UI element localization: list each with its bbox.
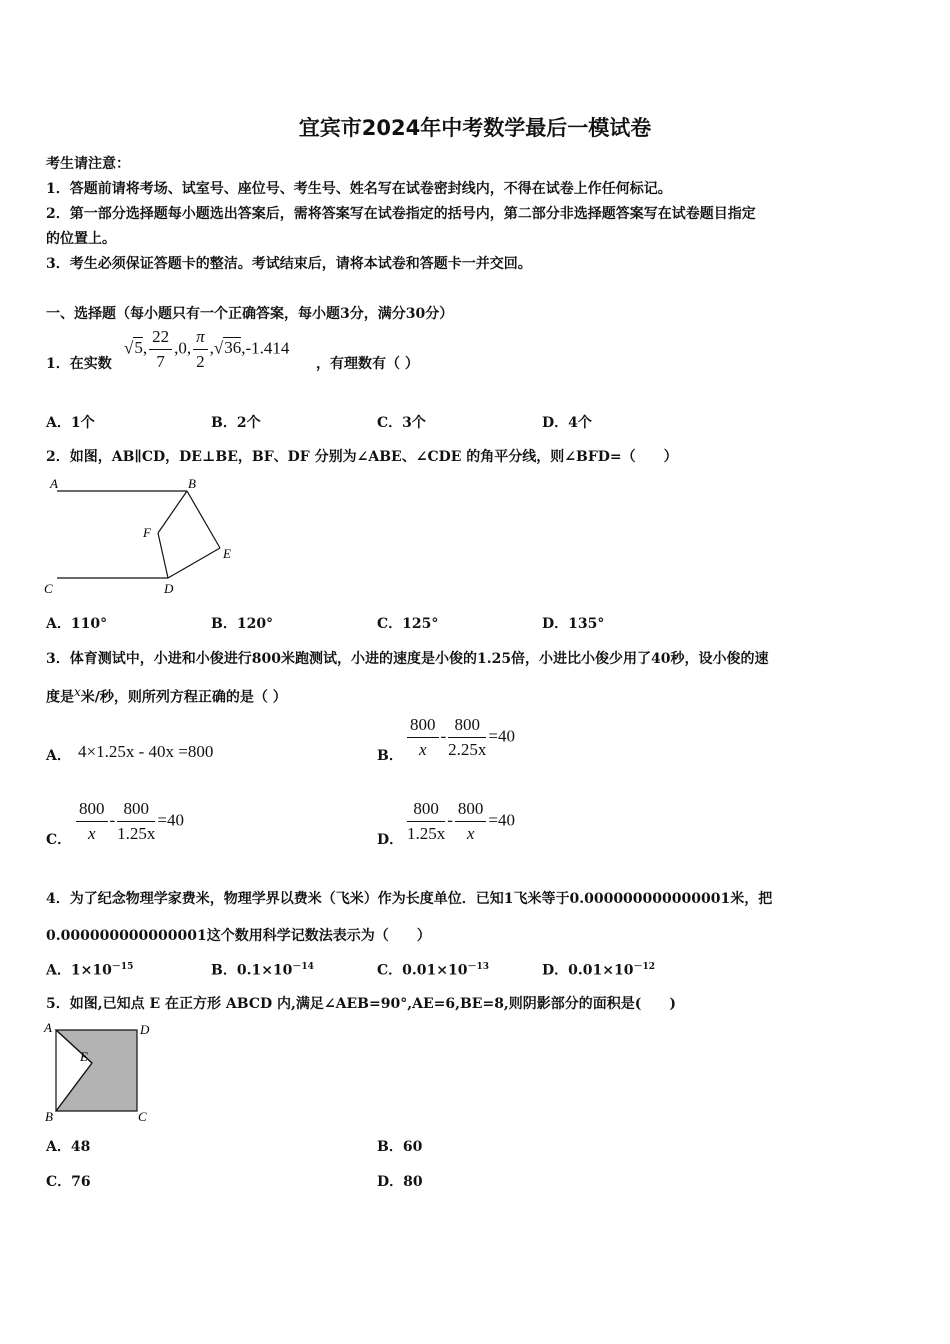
section-heading: 一、选择题（每小题只有一个正确答案，每小题3分，满分30分） [46, 306, 454, 322]
label-c: C [44, 581, 53, 596]
q3c-rhs: =40 [157, 810, 185, 830]
q1-option-a: A．1个 [46, 415, 95, 431]
q3d-den2: x [466, 824, 475, 843]
label-c: C [138, 1109, 147, 1124]
q4-line2: 0.000000000000001这个数用科学记数法表示为（ ） [46, 928, 431, 944]
q3-line2 [46, 685, 287, 707]
q4-option-a [46, 959, 133, 980]
q1-option-c: C．3个 [377, 415, 426, 431]
q2-option-d: D．135° [542, 616, 605, 632]
q3-option-d-expr: $\frac{800}{1.25x}$ - $\frac{800}{x}$ =40 [407, 799, 516, 843]
q3-option-c-label: C． [46, 832, 72, 848]
q1-suffix: ，有理数有（ ） [316, 356, 419, 372]
q3d-num1: 800 [407, 799, 445, 822]
q5-option-b: B．60 [377, 1139, 423, 1155]
q3-option-c-expr: $\frac{800}{x}$ - $\frac{800}{1.25x}$ =40 [74, 799, 184, 844]
label-e: E [80, 1049, 88, 1064]
notice-heading: 考生请注意： [46, 156, 130, 172]
q4-option-c [377, 959, 489, 980]
q1-frac1-den: 7 [156, 352, 165, 371]
page-title: 宜宾市2024年中考数学最后一模试卷 [298, 116, 652, 140]
label-e: E [223, 546, 231, 561]
q3d-num2: 800 [455, 799, 487, 822]
q1-sqrt5: 5 [134, 338, 143, 358]
line-bf [158, 491, 187, 533]
q1-option-d: D．4个 [542, 415, 592, 431]
q3-line1: 3．体育测试中，小进和小俊进行800米跑测试，小进的速度是小俊的1.25倍，小进比小俊少用了40秒，设小俊的速 [46, 651, 769, 667]
notice-item-3: 3．考生必须保证答题卡的整洁。考试结束后，请将本试卷和答题卡一并交回。 [46, 256, 532, 272]
q4-line1: 4．为了纪念物理学家费米，物理学界以费米（飞米）作为长度单位．已知1飞米等于0.000000000000001米，把 [46, 891, 773, 907]
q1-last: ,-1.414 [241, 338, 290, 358]
line-be [187, 491, 220, 548]
q2-stem: 2．如图，AB∥CD，DE⊥BE，BF、DF 分别为∠ABE、∠CDE 的角平分线，则∠BFD=（ ） [46, 449, 678, 465]
q2-figure [40, 472, 240, 600]
q4c-base: C．0.01×10 [377, 962, 468, 979]
q1-zero: ,0, [174, 338, 192, 358]
line-de [168, 548, 220, 578]
q3-line2-a: 度是 [46, 689, 74, 706]
q1-sqrt36: 36 [224, 338, 242, 358]
q3b-den2: 2.25x [448, 740, 487, 759]
q3-option-b-expr: $\frac{800}{x}$ - $\frac{800}{2.25x}$ =40 [405, 715, 515, 760]
shaded-region [56, 1030, 137, 1111]
q3-option-a-expr: 4×1.25x - 40x =800 [78, 742, 214, 761]
label-a: A [44, 1020, 52, 1035]
q3-var: x [74, 685, 81, 699]
line-df [158, 533, 168, 578]
notice-item-2-cont: 的位置上。 [46, 231, 116, 247]
q5-figure [40, 1020, 160, 1128]
q5-stem: 5．如图,已知点 E 在正方形 ABCD 内,满足∠AEB=90°,AE=6,BE=8,则阴影部分的面积是( ) [46, 996, 677, 1012]
q3b-num2: 800 [448, 715, 486, 738]
q4b-base: B．0.1×10 [211, 962, 293, 979]
q4d-base: D．0.01×10 [542, 962, 634, 979]
q3c-den2: 1.25x [117, 824, 156, 843]
notice-item-1: 1．答题前请将考场、试室号、座位号、考生号、姓名写在试卷密封线内，不得在试卷上作任何标记。 [46, 181, 672, 197]
q2-option-b: B．120° [211, 616, 274, 632]
q4-option-d [542, 959, 655, 980]
q3-option-d-label: D． [377, 832, 404, 848]
q3b-rhs: =40 [488, 726, 516, 746]
q3-option-a-label: A． [46, 748, 71, 764]
q1-option-b: B．2个 [211, 415, 261, 431]
q4a-exp: －15 [111, 962, 134, 972]
q2-option-a: A．110° [46, 616, 108, 632]
q3-line2-b: 米/秒，则所列方程正确的是（ ） [80, 689, 287, 706]
q4b-exp: －14 [292, 962, 314, 972]
q3d-den1: 1.25x [407, 824, 446, 843]
q3-option-b-label: B． [377, 748, 403, 764]
q3b-den1: x [418, 740, 427, 759]
q5-option-c: C．76 [46, 1174, 91, 1190]
q3c-num2: 800 [117, 799, 155, 822]
label-b: B [45, 1109, 53, 1124]
notice-item-2: 2．第一部分选择题每小题选出答案后，需将答案写在试卷指定的括号内，第二部分非选择题答案写在试卷题目指定 [46, 206, 756, 222]
label-d: D [164, 581, 174, 596]
q4d-exp: －12 [633, 962, 655, 972]
q4c-exp: －13 [467, 962, 489, 972]
q5-option-d: D．80 [377, 1174, 423, 1190]
q1-number-list: √5, $\frac{22}{7}$ ,0, $\frac{\pi}{2}$ ,√36,-1.414 [124, 327, 290, 371]
q3c-den1: x [87, 824, 96, 843]
q1-prefix: 1．在实数 [46, 356, 112, 372]
label-a: A [50, 476, 58, 491]
q3c-num1: 800 [76, 799, 108, 822]
q3b-num1: 800 [407, 715, 439, 738]
label-f: F [143, 525, 151, 540]
q2-option-c: C．125° [377, 616, 439, 632]
q1-frac2-num: π [193, 327, 208, 350]
q4a-base: A．1×10 [46, 962, 112, 979]
q5-option-a: A．48 [46, 1139, 91, 1155]
q3d-rhs: =40 [488, 810, 516, 830]
q1-frac2-den: 2 [196, 352, 205, 371]
q1-frac1-num: 22 [149, 327, 172, 350]
label-d: D [140, 1022, 150, 1037]
label-b: B [188, 476, 196, 491]
q4-option-b [211, 959, 314, 980]
